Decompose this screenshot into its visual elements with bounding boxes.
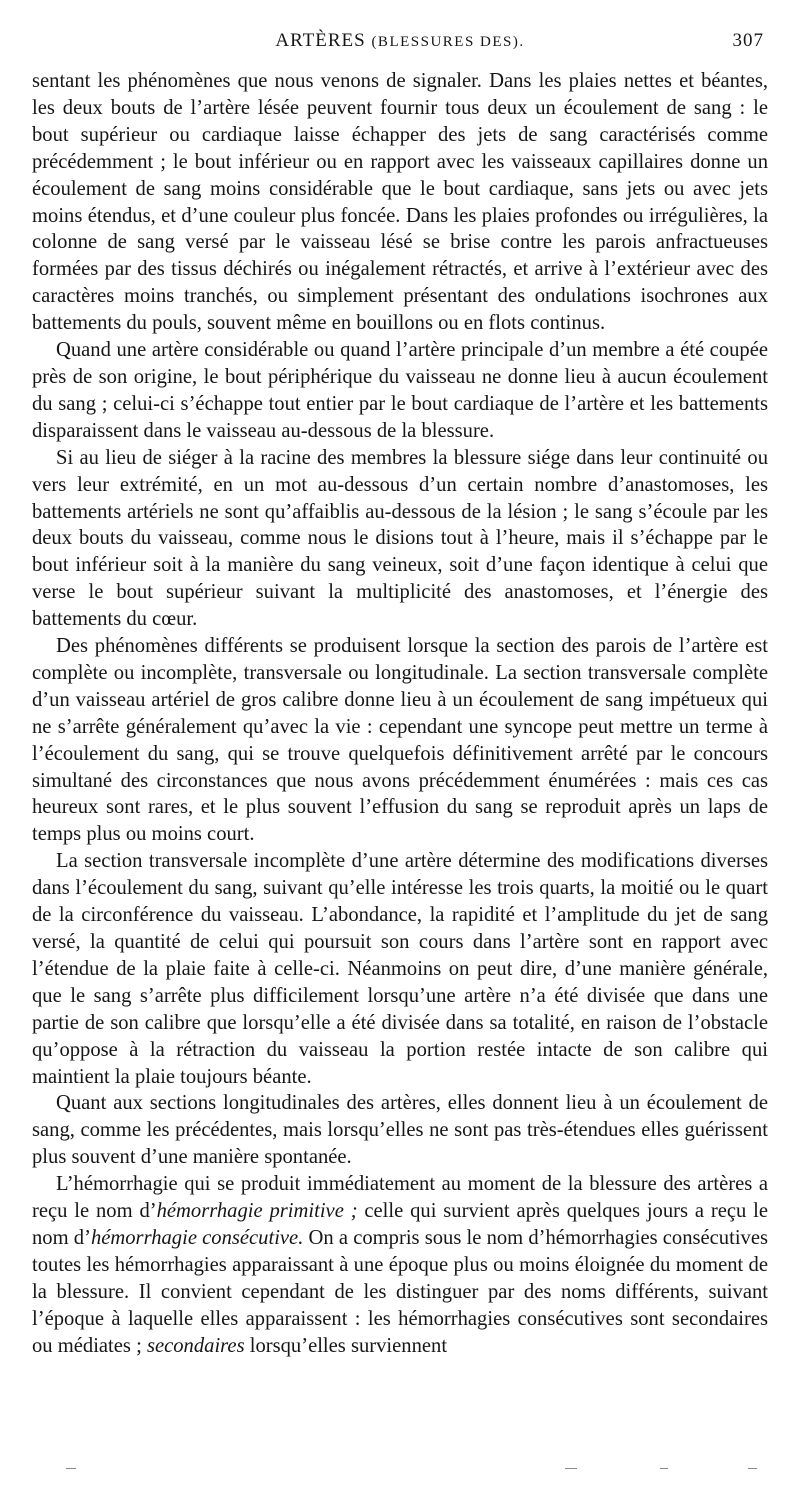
italic-term: hémorrhagie consécutive. [90, 1226, 304, 1249]
paragraph-text: L’hémorrhagie qui se produit immédiatement au moment de la blessure des artères a reçu le nom d’ [32, 1173, 768, 1223]
paragraph [32, 1171, 768, 1359]
paragraph-text: sentant les phénomènes que nous venons de signaler. Dans les plaies nettes et béantes, les deux bouts de l’artère lésée peuvent fournir tous deux un écoulement de sang : le bout supérieur ou cardiaque laisse échapper des jets de sang caractérisés comme précédemment ; le bout inférieur ou en rapport avec les vaisseaux capillaires donne un écoulement de sang moins considérable que le bout cardiaque, sans jets ou avec jets moins étendus, et d’une couleur plus foncée. Dans les plaies profondes ou irrégulières, la colonne de sang versé par le vaisseau lésé se brise contre les parois anfractueuses formées par des tissus déchirés ou inégalement rétractés, et arrive à l’extérieur avec des caractères moins tranchés, ou simplement présentant des ondulations isochrones aux battements du pouls, souvent même en bouillons ou en flots continus. [32, 70, 768, 335]
paragraph [32, 1090, 768, 1171]
paragraph-text: Quand une artère considérable ou quand l’artère principale d’un membre a été coupée près de son origine, le bout périphérique du vaisseau ne donne lieu à aucun écoulement du sang ; celui-ci s’échappe tout entier par le bout cardiaque de l’artère et les battements disparaissent dans le vaisseau au-dessous de la blessure. [32, 339, 768, 442]
page-number: 307 [732, 30, 764, 51]
running-head [32, 28, 768, 54]
paragraph [32, 445, 768, 633]
italic-term: hémorrhagie primitive ; [156, 1200, 358, 1223]
running-head-main: ARTÈRES [275, 30, 366, 51]
paragraph [32, 337, 768, 445]
paragraph-text: Quant aux sections longitudinales des artères, elles donnent lieu à un écoulement de sang, comme les précédentes, mais lorsqu’elles ne sont pas très-étendues elles guérissent plus souvent d’une manière spontanée. [32, 1092, 768, 1169]
paragraph-text: On a compris sous le nom d’hémorrhagies consécutives toutes les hémorrhagies apparaissant à une époque plus ou moins éloignée du moment de la blessure. Il convient cependant de les distinguer par des noms différents, suivant l’époque à laquelle elles apparaissent : les hémorrhagies consécutives sont secondaires ou médiates ; [32, 1226, 768, 1357]
paragraph-text: La section transversale incomplète d’une artère détermine des modifications diverses dans l’écoulement du sang, suivant qu’elle intéresse les trois quarts, la moitié ou le quart de la circonférence du vaisseau. L’abondance, la rapidité et l’amplitude du jet de sang versé, la quantité de celui qui poursuit son cours dans l’artère sont en rapport avec l’étendue de la plaie faite à celle-ci. Néanmoins on peut dire, d’une manière générale, que le sang s’arrête plus difficilement lorsqu’une artère n’a été divisée que dans une partie de son calibre que lorsqu’elle a été divisée dans sa totalité, en raison de l’obstacle qu’oppose à la rétraction du vaisseau la portion restée intacte de son calibre qui maintient la plaie toujours béante. [32, 850, 768, 1088]
paragraph-text: celle qui survient après quelques jours a reçu le nom d’ [32, 1200, 768, 1249]
paragraph-text: Si au lieu de siéger à la racine des membres la blessure siége dans leur continuité ou vers leur extrémité, en un mot au-dessous d’un certain nombre d’anastomoses, les battements artériels ne sont qu’affaiblis au-dessous de la lésion ; le sang s’écoule par les deux bouts du vaisseau, comme nous le disions tout à l’heure, mais il s’échappe par le bout inférieur soit à la manière du sang veineux, soit d’une façon identique à celui que verse le bout supérieur suivant la multiplicité des anastomoses, et l’énergie des battements du cœur. [32, 446, 768, 631]
running-head-title [275, 28, 524, 55]
page-scan-marks [60, 1468, 760, 1474]
paragraph [32, 68, 768, 337]
body-text [32, 68, 768, 1360]
paragraph-text: lorsqu’elles surviennent [244, 1334, 448, 1357]
paragraph [32, 848, 768, 1090]
running-head-subtitle: (BLESSURES DES). [371, 34, 525, 50]
paragraph [32, 633, 768, 848]
book-page [32, 28, 768, 1360]
paragraph-text: Des phénomènes différents se produisent lorsque la section des parois de l’artère est complète ou incomplète, transversale ou longitudinale. La section transversale complète d’un vaisseau artériel de gros calibre donne lieu à un écoulement de sang impétueux qui ne s’arrête généralement qu’avec la vie : cependant une syncope peut mettre un terme à l’écoulement du sang, qui se trouve quelquefois définitivement arrêté par le concours simultané des circonstances que nous avons précédemment énumérées : mais ces cas heureux sont rares, et le plus souvent l’effusion du sang se reproduit après un laps de temps plus ou moins court. [32, 635, 768, 846]
italic-term: secondaires [146, 1334, 245, 1357]
